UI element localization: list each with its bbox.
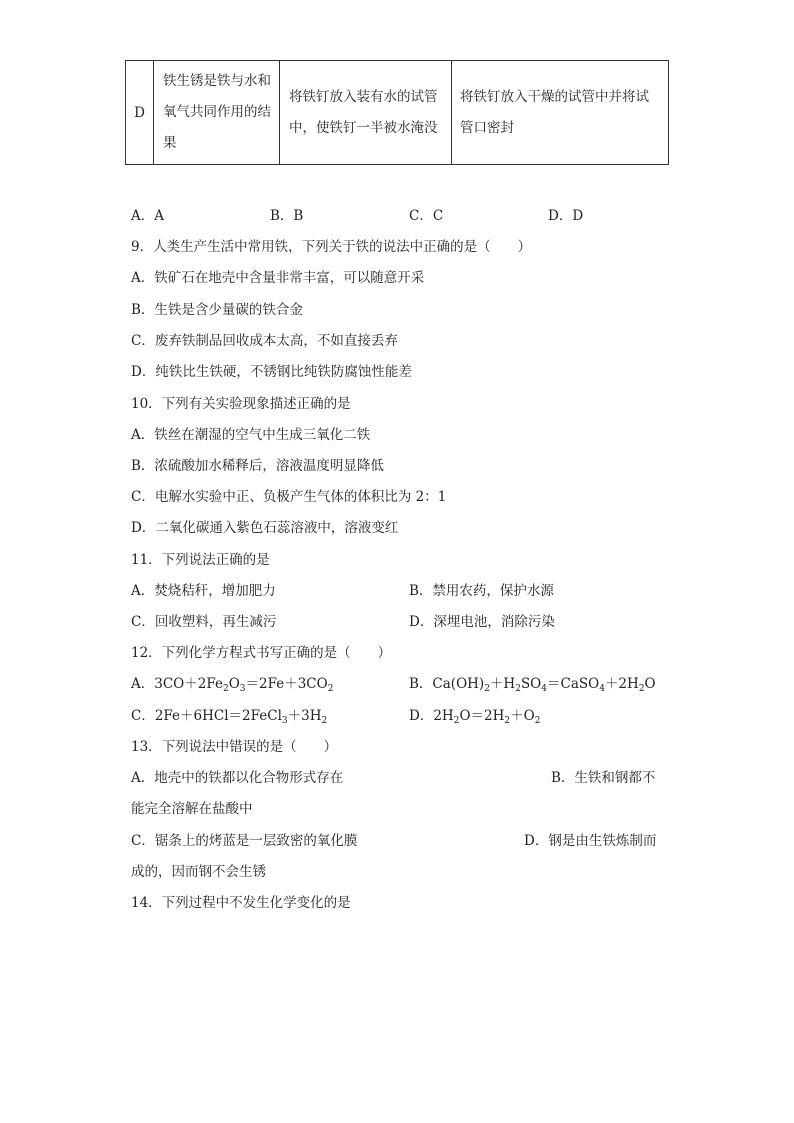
q11-option-b: B．禁用农药，保护水源 [409, 583, 554, 599]
q8-option-d: D．D [548, 208, 584, 224]
row-label-text: D [134, 104, 145, 121]
q11-option-a: A．焚烧秸秆，增加肥力 [131, 583, 276, 599]
q12-option-c: C．$2Fe+6HCl=2FeCl_3+3H_2$ [131, 708, 328, 726]
q8-option-b: B．B [270, 208, 304, 224]
conclusion-text: 铁生锈是铁与水和氧气共同作用的结果 [163, 73, 271, 151]
q11-stem: 11．下列说法正确的是 [131, 552, 270, 568]
experiment-2-cell [452, 61, 668, 164]
q9-option-c: C．废弃铁制品回收成本太高，不如直接丢弃 [131, 333, 398, 349]
q10-stem: 10．下列有关实验现象描述正确的是 [131, 396, 351, 412]
experiment-table-row-d [125, 60, 669, 165]
q13-option-b-line1: B．生铁和钢都不 [551, 770, 656, 786]
experiment-2-text: 将铁钉放入干燥的试管中并将试管口密封 [460, 88, 649, 136]
experiment-1-cell [280, 61, 452, 164]
q10-option-a: A．铁丝在潮湿的空气中生成三氧化二铁 [131, 427, 371, 443]
q13-option-c: C．锯条上的烤蓝是一层致密的氧化膜 [131, 833, 358, 849]
q8-option-c: C．C [409, 208, 444, 224]
q12-option-d: D．$2H_2O=2H_2+O_2$ [409, 708, 541, 726]
q8-option-a: A．A [131, 208, 164, 224]
q10-option-d: D．二氧化碳通入紫色石蕊溶液中，溶液变红 [131, 520, 399, 536]
q9-option-b: B．生铁是含少量碳的铁合金 [131, 302, 303, 318]
q13-option-a: A．地壳中的铁都以化合物形式存在 [131, 770, 344, 786]
q12-option-b: B．$Ca(OH)_2+H_2SO_4=CaSO_4+2H_2O$ [409, 676, 656, 694]
q13-stem: 13．下列说法中错误的是（ ） [131, 739, 338, 755]
q13-option-b-line2: 能完全溶解在盐酸中 [131, 801, 253, 817]
experiment-1-text: 将铁钉放入装有水的试管中，使铁钉一半被水淹没 [289, 88, 438, 136]
q13-option-d-line2: 成的，因而钢不会生锈 [131, 864, 266, 880]
q12-stem: 12．下列化学方程式书写正确的是（ ） [131, 645, 392, 661]
q9-option-a: A．铁矿石在地壳中含量非常丰富，可以随意开采 [131, 270, 425, 286]
q9-stem: 9．人类生产生活中常用铁，下列关于铁的说法中正确的是（ ） [131, 239, 532, 255]
q9-option-d: D．纯铁比生铁硬，不锈钢比纯铁防腐蚀性能差 [131, 364, 412, 380]
q11-option-d: D．深埋电池，消除污染 [409, 614, 555, 630]
q14-stem: 14．下列过程中不发生化学变化的是 [131, 895, 351, 911]
q10-option-b: B．浓硫酸加水稀释后，溶液温度明显降低 [131, 458, 384, 474]
q10-option-c: C．电解水实验中正、负极产生气体的体积比为 2：1 [131, 489, 447, 505]
q13-option-d-line1: D．钢是由生铁炼制而 [524, 833, 657, 849]
row-label [126, 61, 154, 164]
q11-option-c: C．回收塑料，再生减污 [131, 614, 277, 630]
q12-option-a: A．$3CO+2Fe_2O_3=2Fe+3CO_2$ [131, 676, 334, 694]
conclusion-cell [154, 61, 280, 164]
